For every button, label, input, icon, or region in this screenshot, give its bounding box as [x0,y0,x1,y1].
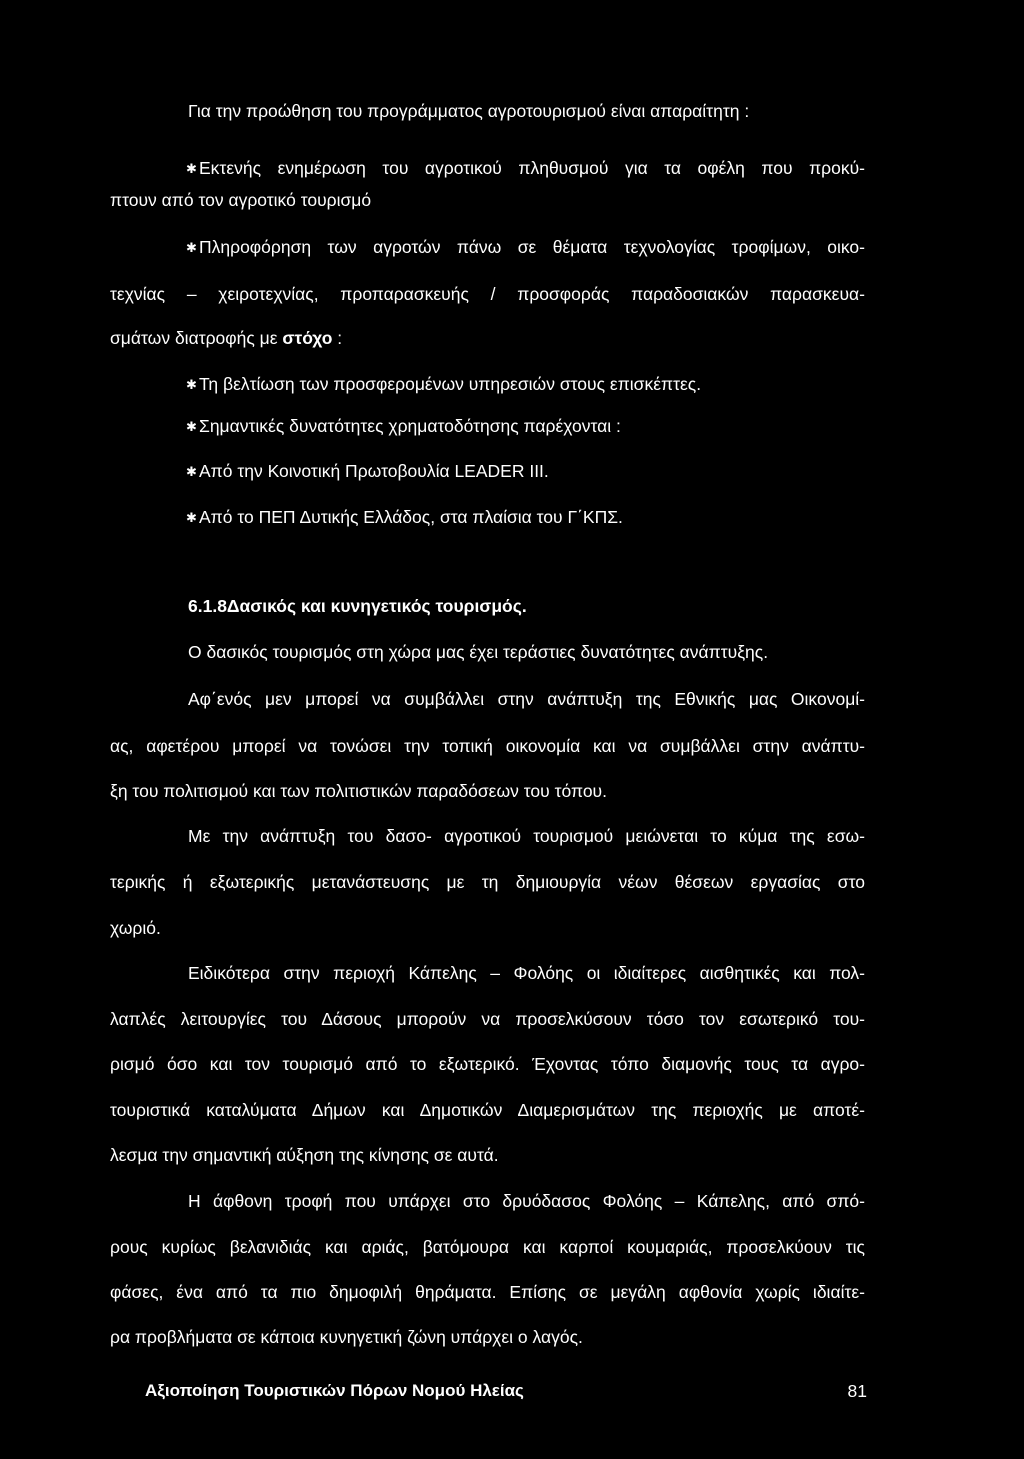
bullet-3-text: Τη βελτίωση των προσφερομένων υπηρεσιών στους επισκέπτες. [199,374,702,394]
bullet-1-line-1 [186,157,865,179]
bullet-star-icon: ✱ [186,161,197,176]
intro-line: Για την προώθηση του προγράμματος αγροτουρισμού είναι απαραίτητη : [188,101,750,121]
bullet-6 [186,506,623,530]
paragraph-1: Ο δασικός τουρισμός στη χώρα μας έχει τεράστιες δυνατότητες ανάπτυξης. [188,642,769,662]
paragraph-2-line-2: ας, αφετέρου μπορεί να τονώσει την τοπική οικονομία και να συμβάλλει στην ανάπτυ- [110,736,865,756]
bullet-2-line-2: τεχνίας – χειροτεχνίας, προπαρασκευής / προσφοράς παραδοσιακών παρασκευα- [110,284,865,304]
paragraph-4-line-2: λαπλές λειτουργίες του Δάσους μπορούν να προσελκύσουν τόσο τον εσωτερικό του- [110,1009,865,1029]
bullet-2-text: Πληροφόρηση των αγροτών πάνω σε θέματα τεχνολογίας τροφίμων, οικο- [199,237,865,257]
footer-title: Αξιοποίηση Τουριστικών Πόρων Νομού Ηλείας [145,1381,524,1400]
paragraph-3-line-3: χωριό. [110,918,161,938]
paragraph-2-line-1: Αφ΄ενός μεν μπορεί να συμβάλλει στην ανάπτυξη της Εθνικής μας Οικονομί- [188,689,865,709]
bullet-2-line-3-text: σμάτων διατροφής με [110,328,283,348]
paragraph-5-line-2: ρους κυρίως βελανιδιάς και αριάς, βατόμουρα και καρποί κουμαριάς, προσελκύουν τις [110,1237,865,1257]
bullet-5-text: Από την Κοινοτική Πρωτοβουλία LEADER III. [199,461,549,481]
bullet-star-icon: ✱ [186,240,197,255]
bullet-1-line-2: πτουν από τον αγροτικό τουρισμό [110,190,372,210]
bullet-star-icon: ✱ [186,377,197,392]
bullet-2-line-3 [110,327,342,349]
paragraph-3-line-1: Με την ανάπτυξη του δασο- αγροτικού τουρισμού μειώνεται το κύμα της εσω- [188,826,865,846]
paragraph-5-line-4: ρα προβλήματα σε κάποια κυνηγετική ζώνη υπάρχει ο λαγός. [110,1327,583,1347]
bullet-4-text: Σημαντικές δυνατότητες χρηματοδότησης παρέχονται : [199,416,621,436]
paragraph-4-line-3: ρισμό όσο και τον τουρισμό από το εξωτερικό. Έχοντας τόπο διαμονής τους τα αγρο- [110,1054,865,1074]
bullet-star-icon: ✱ [186,464,197,479]
paragraph-2-line-3: ξη του πολιτισμού και των πολιτιστικών παραδόσεων του τόπου. [110,781,607,801]
paragraph-3-line-2: τερικής ή εξωτερικής μετανάστευσης με τη δημιουργία νέων θέσεων εργασίας στο [110,872,865,892]
bullet-5 [186,460,549,484]
paragraph-5-line-3: φάσες, ένα από τα πιο δημοφιλή θηράματα. Επίσης σε μεγάλη αφθονία χωρίς ιδιαίτε- [110,1282,865,1302]
bullet-star-icon: ✱ [186,510,197,525]
bullet-star-icon: ✱ [186,419,197,434]
paragraph-5-line-1: Η άφθονη τροφή που υπάρχει στο δρυόδασος Φολόης – Κάπελης, από σπό- [188,1191,865,1211]
bullet-4 [186,415,621,439]
bullet-3 [186,373,701,397]
paragraph-4-line-1: Ειδικότερα στην περιοχή Κάπελης – Φολόης οι ιδιαίτερες αισθητικές και πολ- [188,963,865,983]
bullet-2-emphasis: στόχο [282,328,333,348]
paragraph-4-line-5: λεσμα την σημαντική αύξηση της κίνησης σε αυτά. [110,1145,499,1165]
page-number: 81 [847,1381,867,1401]
bullet-6-text: Από το ΠΕΠ Δυτικής Ελλάδος, στα πλαίσια του Γ΄ΚΠΣ. [199,507,623,527]
bullet-1-text: Εκτενής ενημέρωση του αγροτικού πληθυσμού για τα οφέλη που προκύ- [199,158,865,178]
section-heading: 6.1.8Δασικός και κυνηγετικός τουρισμός. [188,596,527,616]
bullet-2-line-1 [186,236,865,258]
paragraph-4-line-4: τουριστικά καταλύματα Δήμων και Δημοτικών Διαμερισμάτων της περιοχής με αποτέ- [110,1100,865,1120]
bullet-2-line-3-tail: : [332,328,343,348]
